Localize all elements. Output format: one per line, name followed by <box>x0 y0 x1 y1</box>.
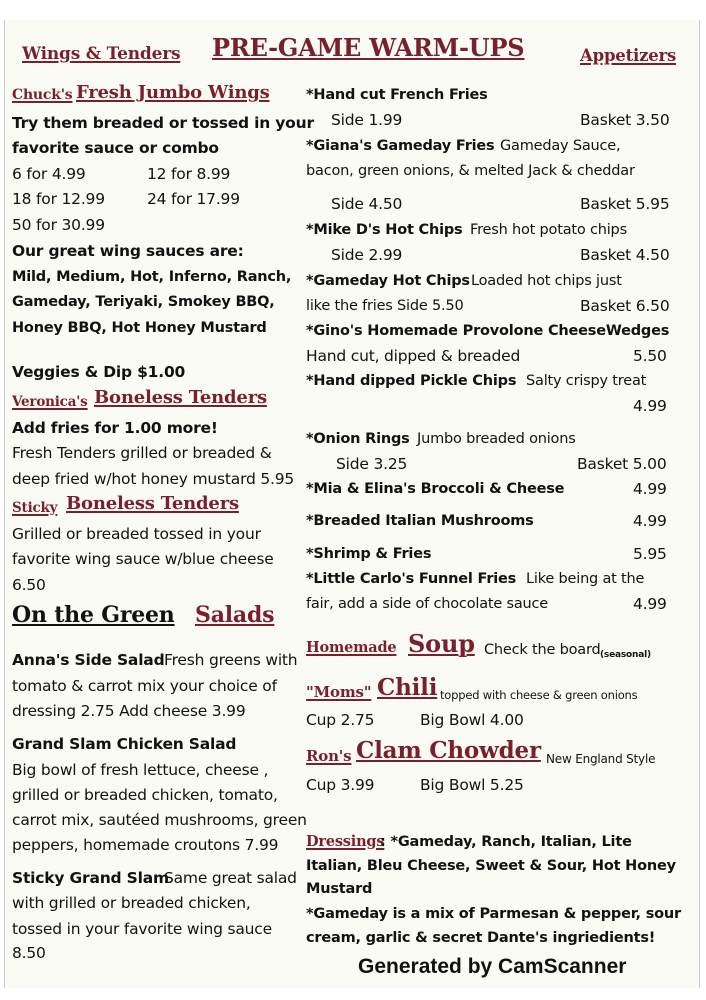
tenders-desc-1: Fresh Tenders grilled or breaded & <box>12 444 272 462</box>
sauces-line-1: Mild, Medium, Hot, Inferno, Ranch, <box>12 269 292 285</box>
anna-salad-desc-2: tomato & carrot mix your choice of <box>12 677 277 695</box>
gameday-chips-name: *Gameday Hot Chips <box>306 273 470 289</box>
clam-chowder-title: Clam Chowder <box>356 737 541 764</box>
anna-salad-desc-1: Fresh greens with <box>164 651 298 669</box>
shrimp-fries-name: *Shrimp & Fries <box>306 546 432 562</box>
dressings-line-4: *Gameday is a mix of Parmesan & pepper, sour <box>306 906 681 922</box>
veronica-tenders-title: Boneless Tenders <box>94 387 267 408</box>
veggies-dip: Veggies & Dip $1.00 <box>12 363 186 381</box>
pickle-chips-desc: Salty crispy treat <box>526 373 647 389</box>
mike-chips-side: Side 2.99 <box>331 246 403 264</box>
dressings-line-5: cream, garlic & secret Dante's ingriedients! <box>306 930 656 946</box>
salads-title: Salads <box>195 602 275 628</box>
giana-fries-side: Side 4.50 <box>331 195 403 213</box>
clam-chowder-bowl: Big Bowl 5.25 <box>420 776 524 794</box>
sticky-grand-slam-name: Sticky Grand Slam <box>12 869 169 887</box>
mike-chips-name: *Mike D's Hot Chips <box>306 222 463 238</box>
dressings-line-1: : *Gameday, Ranch, Italian, Lite <box>380 834 632 850</box>
onion-rings-name: *Onion Rings <box>306 431 410 447</box>
dressings-line-3: Mustard <box>306 881 373 897</box>
rons-label: Ron's <box>306 747 352 765</box>
sticky-price: 6.50 <box>12 576 46 594</box>
pickle-chips-price: 4.99 <box>633 397 667 415</box>
giana-fries-basket: Basket 5.95 <box>580 195 670 213</box>
chili-title: Chili <box>377 674 438 701</box>
italian-mushrooms-name: *Breaded Italian Mushrooms <box>306 513 534 529</box>
onion-rings-basket: Basket 5.00 <box>577 455 667 473</box>
gino-wedges-desc: Hand cut, dipped & breaded <box>306 347 521 365</box>
gameday-chips-desc: Loaded hot chips just <box>471 273 622 289</box>
french-fries-side: Side 1.99 <box>331 111 403 129</box>
veronica-owner: Veronica's <box>12 394 88 410</box>
homemade-label: Homemade <box>306 639 397 656</box>
grand-slam-desc-3: carrot mix, sautéed mushrooms, green <box>12 811 307 829</box>
sauces-title: Our great wing sauces are: <box>12 242 244 260</box>
on-the-green-title: On the Green <box>12 602 175 628</box>
sticky-grand-slam-desc-2: with grilled or breaded chicken, <box>12 894 251 912</box>
soup-desc: Check the board <box>484 642 601 658</box>
grand-slam-desc-1: Big bowl of fresh lettuce, cheese , <box>12 761 269 779</box>
broccoli-cheese-name: *Mia & Elina's Broccoli & Cheese <box>306 481 565 497</box>
chucks-desc-1: Try them breaded or tossed in your <box>12 114 314 132</box>
dressings-line-2: Italian, Bleu Cheese, Sweet & Sour, Hot Honey <box>306 858 676 874</box>
gameday-chips-side: like the fries Side 5.50 <box>306 298 464 314</box>
wings-price-50: 50 for 30.99 <box>12 216 105 234</box>
sticky-tenders-title: Boneless Tenders <box>66 493 239 514</box>
chucks-owner: Chuck's <box>12 87 73 103</box>
onion-rings-side: Side 3.25 <box>336 455 408 473</box>
chucks-desc-2: favorite sauce or combo <box>12 139 219 157</box>
anna-salad-name: Anna's Side Salad <box>12 651 165 669</box>
onion-rings-desc: Jumbo breaded onions <box>417 431 576 447</box>
giana-fries-name: *Giana's Gameday Fries <box>306 138 495 154</box>
chili-bowl: Big Bowl 4.00 <box>420 711 524 729</box>
wings-price-24: 24 for 17.99 <box>147 190 240 208</box>
grand-slam-desc-2: grilled or breaded chicken, tomato, <box>12 786 278 804</box>
clam-chowder-desc: New England Style <box>546 752 656 766</box>
moms-label: "Moms" <box>306 683 372 701</box>
soup-seasonal: (seasonal) <box>600 650 651 660</box>
wings-price-12: 12 for 8.99 <box>147 165 231 183</box>
add-fries: Add fries for 1.00 more! <box>12 419 218 437</box>
page-title: PRE-GAME WARM-UPS <box>212 33 525 62</box>
funnel-fries-name: *Little Carlo's Funnel Fries <box>306 571 517 587</box>
giana-fries-desc-2: bacon, green onions, & melted Jack & cheddar <box>306 163 635 179</box>
gino-wedges-name: *Gino's Homemade Provolone CheeseWedges <box>306 323 670 339</box>
gino-wedges-price: 5.50 <box>633 347 667 365</box>
mike-chips-basket: Basket 4.50 <box>580 246 670 264</box>
funnel-fries-price: 4.99 <box>633 595 667 613</box>
sticky-owner: Sticky <box>12 500 58 516</box>
grand-slam-desc-4: peppers, homemade croutons 7.99 <box>12 836 279 854</box>
chucks-wings-title: Fresh Jumbo Wings <box>76 82 270 103</box>
soup-title: Soup <box>408 629 475 658</box>
sticky-grand-slam-desc-3: tossed in your favorite wing sauce <box>12 920 272 938</box>
dressings-label: Dressings <box>306 833 385 850</box>
sauces-line-2: Gameday, Teriyaki, Smokey BBQ, <box>12 294 275 310</box>
mike-chips-desc: Fresh hot potato chips <box>470 222 627 238</box>
shrimp-fries-price: 5.95 <box>633 545 667 563</box>
italian-mushrooms-price: 4.99 <box>633 512 667 530</box>
giana-fries-desc-1: Gameday Sauce, <box>500 138 621 154</box>
funnel-fries-desc-2: fair, add a side of chocolate sauce <box>306 596 549 612</box>
gameday-chips-basket: Basket 6.50 <box>580 297 670 315</box>
broccoli-cheese-price: 4.99 <box>633 480 667 498</box>
funnel-fries-desc-1: Like being at the <box>526 571 645 587</box>
header-appetizers: Appetizers <box>580 46 677 65</box>
grand-slam-name: Grand Slam Chicken Salad <box>12 735 237 753</box>
clam-chowder-cup: Cup 3.99 <box>306 776 375 794</box>
anna-salad-desc-3: dressing 2.75 Add cheese 3.99 <box>12 702 246 720</box>
sticky-grand-slam-price: 8.50 <box>12 944 46 962</box>
sticky-desc-1: Grilled or breaded tossed in your <box>12 525 261 543</box>
sticky-grand-slam-desc-1: Same great salad <box>164 869 297 887</box>
sauces-line-3: Honey BBQ, Hot Honey Mustard <box>12 320 267 336</box>
french-fries-name: *Hand cut French Fries <box>306 87 488 103</box>
chili-cup: Cup 2.75 <box>306 711 375 729</box>
sticky-desc-2: favorite wing sauce w/blue cheese <box>12 550 274 568</box>
french-fries-basket: Basket 3.50 <box>580 111 670 129</box>
pickle-chips-name: *Hand dipped Pickle Chips <box>306 373 517 389</box>
chili-desc: topped with cheese & green onions <box>440 688 638 702</box>
wings-price-6: 6 for 4.99 <box>12 165 86 183</box>
wings-price-18: 18 for 12.99 <box>12 190 105 208</box>
camscanner-watermark: Generated by CamScanner <box>358 955 627 978</box>
tenders-desc-2: deep fried w/hot honey mustard 5.95 <box>12 470 295 488</box>
header-wings-tenders: Wings & Tenders <box>22 44 181 64</box>
